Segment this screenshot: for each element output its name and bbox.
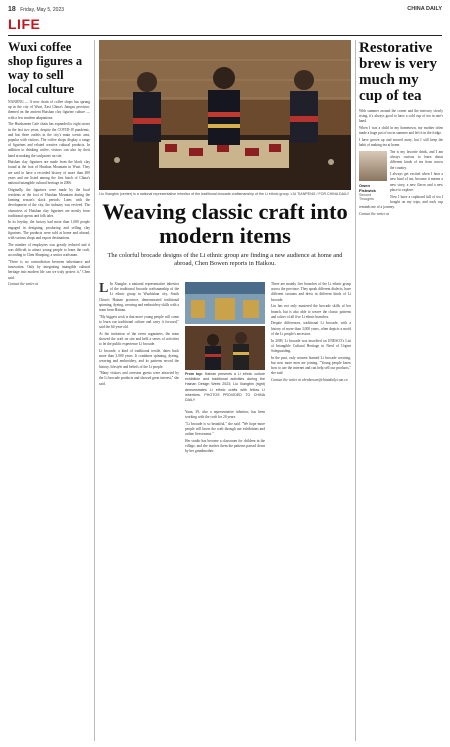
- page-number: 18: [8, 6, 16, 13]
- left-paragraph: Originally, the figurines were made by the local residents at the foot of Huishan Mountain during the farming season's slack periods. Later, with the development of the city, the industry was revived. The characters of Huishan clay figurines are mostly from traditional operas and folk tales.: [8, 187, 90, 218]
- column-paragraph: I always get excited when I hear a new kind of tea, because it means a new story, a new flavor and a new place to explore.: [390, 172, 443, 192]
- column-paragraph: When I was a child in my hometown, my mother often made a huge pot of tea in summer and left it in the fridge.: [359, 126, 443, 136]
- left-paragraph: The number of employees was greatly reduced and it was difficult to attract young people to learn the craft, according to Chen Shaoping, a senior craftsman.: [8, 242, 90, 258]
- column-paragraph: I have grown up and moved away, but I still keep the habit of making tea at home.: [359, 138, 443, 148]
- story-paragraph: "Li brocade is so beautiful," she said. "We hope more people will know the craft through our exhibitions and online livestreams.": [185, 421, 265, 437]
- left-paragraph: Huishan clay figurines are made from the black clay found at the foot of Huishan Mountain in Wuxi. They are said to have a recorded history of more than 400 years and are listed among the first batch of China's national intangible cultural heritage in 2006.: [8, 160, 90, 186]
- main-headline: Weaving classic craft into modern items: [102, 199, 348, 248]
- story-paragraph: Yuan, 39, also a representative inheritor, has been working with the craft for 20 years.: [185, 410, 265, 420]
- column-divider: [94, 40, 95, 741]
- column-contact: Contact the writer at: [359, 211, 390, 216]
- story-contact: Contact the writer at chenbowen@chinadaily.com.cn: [271, 377, 348, 382]
- inset-caption: [185, 372, 265, 405]
- author-box: [359, 151, 387, 201]
- story-column-3: [271, 282, 351, 741]
- page-info: [8, 6, 64, 13]
- masthead: CHINA DAILY: [407, 6, 442, 12]
- column-paragraph: With summer around the corner and the mercury slowly rising, it's always good to have a cold cup of tea in one's hand.: [359, 109, 443, 124]
- column-body: [359, 109, 443, 217]
- page-header: [8, 4, 442, 16]
- header-rule: [8, 35, 442, 36]
- author-role: Second Thoughts: [359, 192, 374, 201]
- story-paragraph: Li brocade, a kind of traditional textile, dates back more than 3,000 years. It combines spinning, dyeing, weaving and embroidery, and its patterns record the history, lifestyle and beliefs of the Li people.: [99, 348, 179, 369]
- section-title: LIFE: [8, 16, 41, 32]
- drop-cap: L: [99, 282, 109, 296]
- left-headline: Wuxi coffee shop figures a way to sell local culture: [8, 40, 83, 96]
- column-2-text: [185, 410, 265, 456]
- left-paragraph: NANJING — A new chain of coffee shops has sprung up in the city of Wuxi, East China's Jiangsu province, themed on the ancient Huishan clay figurine culture — with a few modern adaptations.: [8, 100, 90, 120]
- left-story: [8, 40, 90, 741]
- story-column-2: [185, 282, 265, 741]
- main-photo: [99, 40, 351, 190]
- left-contact: Contact the writer at: [8, 282, 39, 287]
- column-headline: Restorative brew is very much my cup of tea: [359, 40, 438, 104]
- column-paragraph: Tea is my favorite drink, and I am always curious to learn about different kinds of tea from across the country.: [390, 149, 443, 170]
- left-paragraph: The Huishanren Cafe chain has expanded to eight stores in the last two years, despite the COVID-19 pandemic, and has three outlets in the city's main scenic area, popular with visitors. The coffee shops display a range of figurines and related creative cultural products. In addition to drinking coffee, visitors can also try their hand at making the sculptures on site.: [8, 122, 90, 158]
- story-paragraph: In the past, only women learned Li brocade weaving, but now more men are joining. "Young people know how to use the internet and can help sell our products," she said.: [271, 355, 351, 376]
- main-story-body: [99, 282, 351, 741]
- author-name: Owen Fishwick: [359, 182, 376, 193]
- caption-lead: From top:: [185, 372, 203, 376]
- story-paragraph: At the invitation of the event organizers, the team showed the craft on site and held a series of activities to let the public experience Li brocade.: [99, 331, 179, 347]
- story-paragraph: "Many visitors and overseas guests were attracted by the Li brocade products and showed great interest," she said.: [99, 371, 179, 386]
- story-paragraph: In 2009, Li brocade was inscribed on UNESCO's List of Intangible Cultural Heritage in Need of Urgent Safeguarding.: [271, 338, 351, 353]
- story-paragraph: There are mainly five branches of the Li ethnic group across the province. They speak different dialects, have different customs and dress in different kinds of Li brocade.: [271, 282, 351, 302]
- main-deck: The colorful brocade designs of the Li ethnic group are finding a new audience at home and abroad, Chen Bowen reports in Haikou.: [107, 252, 343, 267]
- story-paragraph: "My biggest wish is that more young people will come to learn our traditional culture and carry it forward," said the 64-year-old.: [99, 314, 179, 330]
- story-paragraph: Despite differences, traditional Li brocade, with a history of more than 3,000 years, often depicts a motif of the Li people's ancestors.: [271, 321, 351, 336]
- column-story: [359, 40, 443, 741]
- inset-photo: [185, 282, 265, 370]
- column-divider: [355, 40, 356, 741]
- author-avatar: [359, 151, 387, 181]
- inset-caption-text: Hainan presents a Li ethnic culture exhibition and traditional activities during the Hainan Design Week 2023; Liu Xiangbin (right) demonstrates Li ethnic crafts with fellow Li inheritors. PHOTOS PROVIDED TO CHINA DAILY: [185, 372, 265, 403]
- main-photo-caption: Liu Xiangbin (center) is a national representative inheritor of the traditional brocade craftsmanship of the Li ethnic group. LIU TIANPENG / FOR CHINA DAILY: [99, 192, 350, 196]
- column-paragraph: Now I have a cupboard full of tea I bought on my trips, and each cup reminds me of a journey.: [359, 194, 443, 209]
- left-paragraph: "There is no contradiction between inheritance and innovation. Only by integrating intangible cultural heritage into modern life can we truly protect it," Chen said.: [8, 259, 90, 280]
- story-paragraph: Lin has not only mastered the brocade skills of her branch, but is also able to weave the classic patterns and colors of all five Li ethnic branches.: [271, 304, 351, 319]
- left-paragraph: In its heyday, the factory had more than 1,000 people engaged in designing, producing and selling clay figurines. The products were sold at home and abroad, with various shops and export destinations.: [8, 220, 90, 241]
- story-paragraph: Her studio has become a classroom for children in the village, and she teaches them the patterns passed down by her grandmother.: [185, 439, 265, 454]
- story-paragraph: L In Xianghe, a national representative inheritor of the traditional brocade craftsmanship of the Li ethnic group in Wuzhishan city, South China's Hainan province, demonstrated traditional spinning, dyeing, weaving and embroidery skills with a team from Hainan.: [99, 282, 179, 313]
- issue-date: Friday, May 5, 2023: [20, 7, 65, 13]
- story-column-1: [99, 282, 179, 741]
